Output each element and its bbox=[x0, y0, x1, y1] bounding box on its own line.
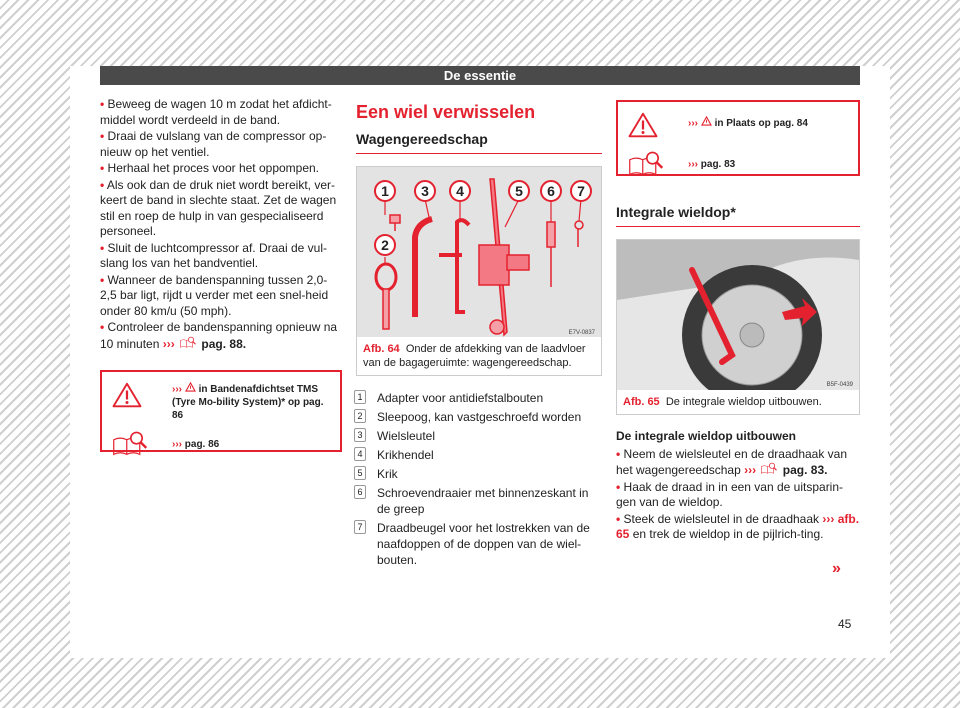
left-column bbox=[100, 97, 342, 452]
callout-7: 7 bbox=[577, 183, 585, 199]
callout-1: 1 bbox=[381, 183, 389, 199]
tools-illustration bbox=[357, 167, 601, 337]
section-title: Wagengereedschap bbox=[356, 131, 602, 154]
tools-legend bbox=[356, 390, 602, 568]
callout-3: 3 bbox=[421, 183, 429, 199]
legend-item: 2 Sleepoog, kan vastgeschroefd worden bbox=[356, 409, 602, 425]
warning-small-icon bbox=[185, 382, 196, 392]
legend-item: 3 Wielsleutel bbox=[356, 428, 602, 444]
book-icon bbox=[112, 430, 148, 456]
callout-6: 6 bbox=[547, 183, 555, 199]
right-column bbox=[616, 100, 860, 544]
book-icon bbox=[759, 462, 779, 474]
warning-small-icon bbox=[701, 116, 712, 126]
callout-4: 4 bbox=[456, 183, 464, 199]
figure-link[interactable]: afb. 65 bbox=[616, 511, 860, 541]
warning-box: ››› in Plaats op pag. 84 ››› pag. 83 bbox=[616, 100, 860, 176]
legend-item: 1 Adapter voor antidiefstalbouten bbox=[356, 390, 602, 406]
page-link[interactable]: pag. 88. bbox=[201, 336, 247, 351]
bullet: • Wanneer de bandenspanning tussen 2,0-2,5 bar ligt, rijdt u verder met een snel-heid onder 80 km/u (50 mph). bbox=[100, 272, 329, 318]
warning-icon bbox=[112, 382, 142, 408]
bullet: • Als ook dan de druk niet wordt bereikt, ver-keert de band in slechte staat. Zet de wagen stil en roep de hulp in van gespecialiseerd personeel. bbox=[100, 177, 337, 238]
legend-item: 6 Schroevendraaier met binnenzeskant in de greep bbox=[356, 485, 602, 517]
figure-tools bbox=[356, 166, 602, 376]
figure-wheelcap bbox=[616, 239, 860, 415]
figure-caption: Afb. 65 De integrale wieldop uitbouwen. bbox=[623, 396, 822, 408]
book-icon bbox=[628, 150, 664, 176]
bullet: • Steek de wielsleutel in de draadhaak ››› afb. 65 en trek de wieldop in de pijlrich-ting. bbox=[616, 511, 860, 541]
chapter-title: Een wiel verwisselen bbox=[356, 102, 536, 122]
warning-link[interactable]: in Plaats op pag. 84 bbox=[714, 118, 808, 129]
wheelcap-illustration bbox=[617, 240, 859, 390]
figure-caption: Afb. 64 Onder de afdekking van de laadvloer van de bagageruimte: wagengereedschap. bbox=[363, 343, 586, 369]
legend-item: 4 Krikhendel bbox=[356, 447, 602, 463]
bullet: • Controleer de bandenspanning opnieuw na 10 minuten ››› pag. 88. bbox=[100, 320, 338, 351]
figure-code: E7V-0837 bbox=[568, 330, 595, 336]
bullet: • Haak de draad in in een van de uitsparin-gen van de wieldop. bbox=[616, 479, 844, 509]
page-link[interactable]: pag. 83 bbox=[700, 159, 736, 170]
warning-link[interactable]: in Bandenafdichtset TMS (Tyre Mo-bility System)* op pag. 86 bbox=[172, 384, 324, 421]
book-icon bbox=[178, 336, 198, 348]
bullet: • Herhaal het proces voor het oppompen. bbox=[100, 161, 320, 175]
middle-column bbox=[356, 102, 602, 571]
section-title: Integrale wieldop* bbox=[616, 204, 860, 227]
warning-icon bbox=[628, 112, 658, 138]
page-number: 45 bbox=[838, 617, 852, 631]
bullet: • Sluit de luchtcompressor af. Draai de vul-slang los van het bandventiel. bbox=[100, 240, 327, 270]
page-link[interactable]: pag. 86 bbox=[184, 439, 220, 450]
warning-box: ››› in Bandenafdichtset TMS (Tyre Mo-bility System)* op pag. 86 ››› pag. 86 bbox=[100, 370, 342, 452]
callout-5: 5 bbox=[515, 183, 523, 199]
bullet: • Beweeg de wagen 10 m zodat het afdicht-middel wordt verdeeld in de band. bbox=[100, 97, 332, 127]
bullet: • Draai de vulslang van de compressor op-nieuw op het ventiel. bbox=[100, 129, 327, 159]
legend-item: 5 Krik bbox=[356, 466, 602, 482]
subheading: De integrale wieldop uitbouwen bbox=[616, 429, 797, 443]
section-header: De essentie bbox=[100, 66, 860, 85]
callout-2: 2 bbox=[381, 237, 389, 253]
continued-icon: » bbox=[832, 560, 841, 577]
legend-item: 7 Draadbeugel voor het lostrekken van de naafdoppen of de doppen van de wiel-bouten. bbox=[356, 520, 602, 568]
bullet: • Neem de wielsleutel en de draadhaak van het wagengereedschap ››› pag. 83. bbox=[616, 446, 848, 477]
figure-code: B5F-0439 bbox=[826, 382, 853, 388]
page-link[interactable]: pag. 83. bbox=[782, 463, 828, 477]
